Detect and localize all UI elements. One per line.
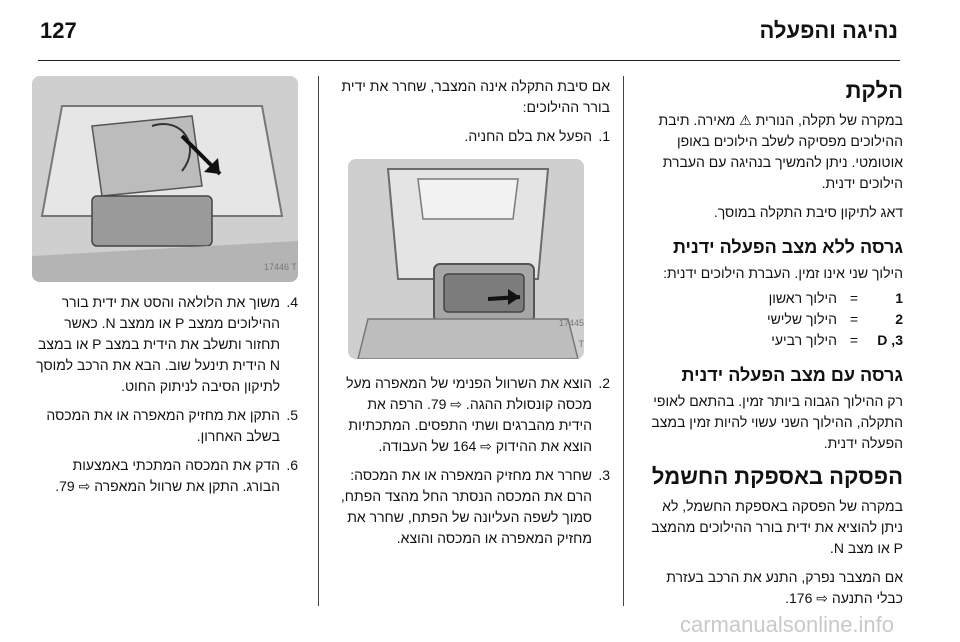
fault-paragraph-1: במקרה של תקלה, הנורית ⚠ מאירה. תיבת ההילוכים מפסיקה לשלב הילוכים באופן אוטומטי. ניתן להמשיך בנהיגה עם העברת הילוכים ידנית.	[658, 112, 903, 191]
no-manual-mode-heading: גרסה ללא מצב הפעלה ידנית	[672, 237, 903, 257]
gear-value: הילוך רביעי	[771, 332, 837, 348]
fault-paragraph-2: דאג לתיקון סיבת התקלה במוסך.	[713, 204, 903, 220]
header-rule	[38, 60, 900, 61]
gear-key: 2	[895, 311, 903, 327]
column-right	[641, 76, 903, 617]
no-manual-mode-paragraph: הילוך שני אינו זמין. העברת הילוכים ידנית:	[663, 265, 903, 281]
step-number: 3.	[598, 467, 610, 483]
step-4	[36, 292, 298, 397]
step-text: שחרר את מחזיק המאפרה או את המכסה: הרם את המכסה הנסתר החל מהצד הפתח, סמוך לשפה העליונה של הפתח, שחרר את מחזיק המאפרה או המכסה והוצא.	[340, 467, 592, 546]
step-1	[332, 126, 610, 147]
figure-label: 17446 T	[264, 262, 297, 272]
column-divider-left	[318, 76, 319, 606]
gear-key: 1	[895, 290, 903, 306]
step-text: הוצא את השרוול הפנימי של המאפרה מעל מכסה קונסולת ההגה. ⇨ 79. הרפה את הידית מהברגים ושתי התפסים. המתכתיות הוצא את ההידוק ⇨ 164 של העבודה.	[346, 375, 592, 454]
power-interruption-paragraph-1: במקרה של הפסקה באספקת החשמל, לא ניתן להוציא את ידית בורר ההילוכים מהמצב P או מצב N.	[651, 498, 903, 556]
step-3	[332, 465, 610, 549]
gear-row	[641, 330, 903, 351]
gear-key: 3, D	[877, 332, 903, 348]
gear-row	[641, 309, 903, 330]
console-illustration-drawing	[348, 159, 584, 359]
step-2	[332, 373, 610, 457]
section-title: נהיגה והפעלה	[759, 18, 898, 43]
column-left	[36, 76, 298, 505]
release-intro: אם סיבת התקלה אינה המצבר, שחרר את ידית בורר ההילוכים:	[341, 78, 610, 115]
gear-row	[641, 288, 903, 309]
page-header	[0, 0, 960, 60]
figure-label: 17445 T	[558, 318, 584, 349]
step-number: 6.	[286, 457, 298, 473]
page-number: 127	[40, 18, 77, 43]
step-number: 2.	[598, 375, 610, 391]
step-6	[36, 455, 298, 497]
column-middle	[332, 76, 610, 557]
gear-equals: =	[849, 290, 859, 306]
step-number: 4.	[286, 294, 298, 310]
power-interruption-paragraph-2: אם המצבר נפרק, התנע את הרכב בעזרת כבלי התנעה ⇨ 176.	[666, 569, 903, 606]
step-5	[36, 405, 298, 447]
manual-mode-heading: גרסה עם מצב הפעלה ידנית	[681, 365, 903, 385]
gear-equals: =	[849, 332, 859, 348]
cable-release-illustration	[32, 76, 298, 282]
watermark: carmanualsonline.info	[680, 612, 895, 637]
console-illustration	[348, 159, 584, 359]
step-text: משוך את הלולאה והסט את ידית בורר ההילוכים ממצב P או ממצב N. כאשר תחזור ותשלב את הידית במצב P או במצב N הידית תינעל שוב. הבא את הרכב למוסך לתיקון הסיבה לניתוק החוט.	[36, 294, 280, 394]
gear-value: הילוך ראשון	[768, 290, 837, 306]
gear-value: הילוך שלישי	[766, 311, 837, 327]
gear-list	[641, 288, 903, 351]
step-text: התקן את מחזיק המאפרה או את המכסה בשלב האחרון.	[46, 407, 280, 444]
cable-release-illustration-drawing	[32, 76, 298, 282]
column-divider-right	[623, 76, 624, 606]
gear-equals: =	[849, 311, 859, 327]
step-text: הפעל את בלם החניה.	[464, 128, 592, 144]
fault-heading: הלקת	[845, 78, 903, 103]
step-number: 1.	[598, 128, 610, 144]
step-text: הדק את המכסה המתכתי באמצעות הבורג. התקן את שרוול המאפרה ⇨ 79.	[55, 457, 280, 494]
step-number: 5.	[286, 407, 298, 423]
manual-mode-paragraph: רק ההילוך הגבוה ביותר זמין. בהתאם לאופי התקלה, ההילוך השני עשוי להיות זמין במצב הפעלה ידנית.	[651, 393, 903, 451]
power-interruption-heading: הפסקה באספקת החשמל	[651, 464, 903, 489]
